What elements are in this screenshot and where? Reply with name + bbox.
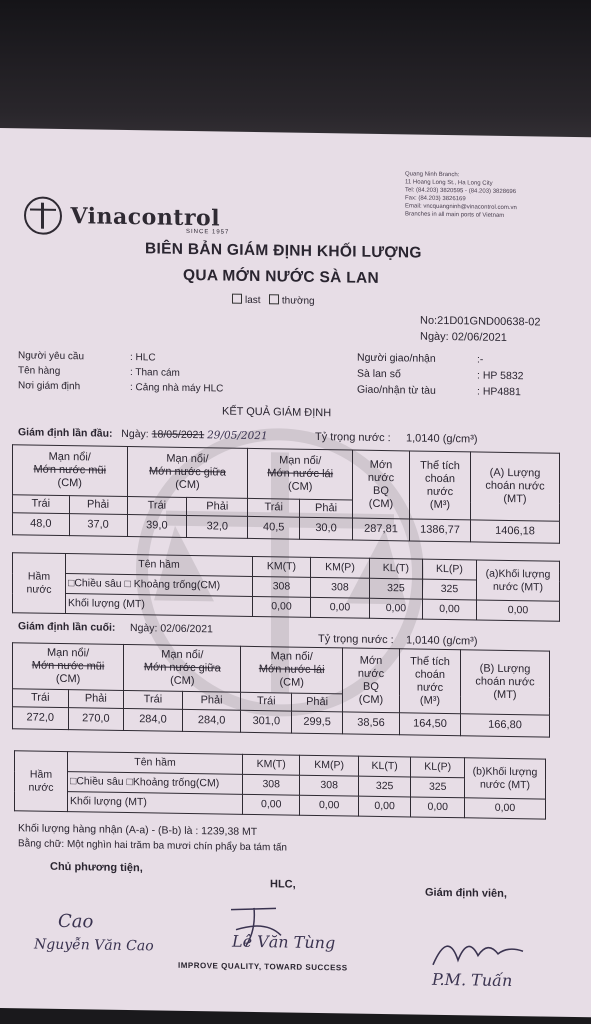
ship-value: : HP4881 [477,385,521,399]
last-tank-table: Hầm nước Tên hầm KM(T) KM(P) KL(T) KL(P) (b)Khối lượng nước (MT) □Chiều sâu □Khoảng trống(CM) 308 308 325 325 Khối lượng (MT) 0,00 0,00 0,00 0,00 0,00 [14,750,546,819]
survey-type-options [232,294,315,307]
branch-line: Tel: (84.203) 3820595 - (84.203) 3828696 [405,187,517,196]
first-fwd-left: 48,0 [13,513,70,536]
last-volume: 164,50 [400,713,461,736]
first-draft-table: Mạn nổi/ Mớn nước mũi (CM) Mạn nổi/ Mớn nước giữa (CM) Mạn nổi/ Mớn nước lái (CM) Mớn nước BQ (CM) Thể tích choán nước (M³) (A) Lượng choán nước (MT) Trái Phải Trái Phải Trái Phải 48,0 37,0 39,0 32,0 40,5 30,0 287,81 1386,77 1406,18 [12,444,560,544]
document-sheet [0,128,591,1017]
first-date-struck: 18/05/2021 [151,428,205,442]
last-mid-left: 284,0 [124,708,183,731]
ship-label: Giao/nhận từ tàu [357,383,436,397]
option-last: last [245,294,261,307]
place-label: Nơi giám định [18,380,81,393]
branch-line: Fax: (84.203) 3826169 [405,195,466,203]
first-density-line [315,431,478,446]
place-value: : Cảng nhà máy HLC [130,382,224,395]
first-water-mass: 0,00 [477,600,560,621]
last-density-line: Tỷ trọng nước : 1,0140 (g/cm³) [318,632,478,648]
owner-signature: Cao [58,910,94,933]
last-water-mass: 0,00 [465,798,546,819]
option-normal: thường [281,295,315,307]
first-date-handwritten: 29/05/2021 [207,429,268,443]
checkbox-normal [269,294,279,304]
logo-since: SINCE 1957 [186,228,230,236]
last-survey-label: Giám định lần cuối: [18,620,116,634]
branch-line: Branches in all main ports of Vietnam [405,211,505,219]
last-aft-right: 299,5 [292,711,343,734]
branch-line: Email: vncquangninh@vinacontrol.com.vn [405,203,517,212]
last-draft-table: Mạn nổi/ Mớn nước mũi (CM) Mạn nổi/ Mớn nước giữa (CM) Mạn nổi/ Mớn nước lái (CM) Mớn nước BQ (CM) Thể tích choán nước (M³) (B) Lượng choán nước (MT) Trái Phải Trái Phải Trái Phải 272,0 270,0 284,0 284,0 301,0 299,5 38,56 164,50 166,80 [12,642,550,737]
checkbox-last [232,294,242,304]
document-number: No:21D01GND00638-02 [420,314,541,329]
last-date: Ngày: 02/06/2021 [130,622,213,636]
last-displacement: 166,80 [461,714,550,737]
last-mid-right: 284,0 [182,709,241,732]
first-density-label: Tỷ trọng nước : [315,430,391,445]
branch-info [405,170,517,220]
owner-label: Chủ phương tiện, [50,860,143,875]
first-volume: 1386,77 [410,519,471,542]
last-bq: 38,56 [343,712,400,735]
inspector-label: Giám định viên, [425,886,507,900]
deliver-label: Người giao/nhận [357,351,436,365]
goods-label: Tên hàng [18,365,61,377]
goods-value: : Than cám [130,367,180,379]
hlc-label: HLC, [270,878,296,891]
first-fwd-right: 37,0 [69,514,127,537]
branch-line: Quang Ninh Branch: [405,171,460,179]
first-aft-right: 30,0 [300,517,353,540]
result-title: KẾT QUẢ GIÁM ĐỊNH [222,405,332,420]
requester-value: : HLC [130,352,156,364]
first-survey-label: Giám định lần đầu: [18,426,113,440]
document-date: Ngày: 02/06/2021 [420,330,507,344]
first-survey-line [18,426,268,442]
inspector-signature: P.M. Tuấn [432,969,513,991]
owner-name-handwritten: Nguyễn Văn Cao [34,936,154,955]
first-density-unit: (g/cm³) [442,432,478,446]
document-title: BIÊN BẢN GIÁM ĐỊNH KHỐI LƯỢNG [145,240,422,262]
hlc-signature: Lê Văn Tùng [232,931,336,953]
first-bq: 287,81 [353,518,410,541]
total-in-words: Bằng chữ: Một nghìn hai trăm ba mươi chín phẩy ba tám tấn [18,838,287,854]
barge-value: : HP 5832 [477,369,524,383]
first-date-label: Ngày: [121,427,149,441]
branch-line: 11 Hoang Long St., Ha Long City [405,179,493,187]
last-fwd-left: 272,0 [13,707,69,730]
company-logo [24,196,230,237]
hlc-scribble-icon [226,900,286,951]
info-right [357,350,524,401]
first-aft-left: 40,5 [248,516,300,539]
first-mid-right: 32,0 [187,515,248,538]
total-received: Khối lượng hàng nhận (A-a) - (B-b) là : 1239,38 MT [18,822,258,839]
logo-text: Vinacontrol [70,203,221,232]
document-subtitle: QUA MỚN NƯỚC SÀ LAN [183,266,379,287]
first-tank-table: Hầm nước Tên hầm KM(T) KM(P) KL(T) KL(P) (a)Khối lượng nước (MT) □Chiều sâu □ Khoảng trống(CM) 308 308 325 325 Khối lượng (MT) 0,00 0,00 0,00 0,00 0,00 [12,552,560,622]
last-fwd-right: 270,0 [68,708,124,731]
requester-label: Người yêu cầu [18,350,85,363]
info-left [18,348,223,396]
last-aft-left: 301,0 [241,710,292,733]
inspector-scribble-icon [428,925,528,972]
first-displacement: 1406,18 [471,520,560,543]
deliver-value: :- [477,353,484,366]
barge-label: Sà lan số [357,367,401,381]
scale-emblem-icon [24,196,62,235]
first-density-value: 1,0140 [406,432,440,445]
slogan: IMPROVE QUALITY, TOWARD SUCCESS [178,960,348,973]
first-mid-left: 39,0 [127,514,187,537]
